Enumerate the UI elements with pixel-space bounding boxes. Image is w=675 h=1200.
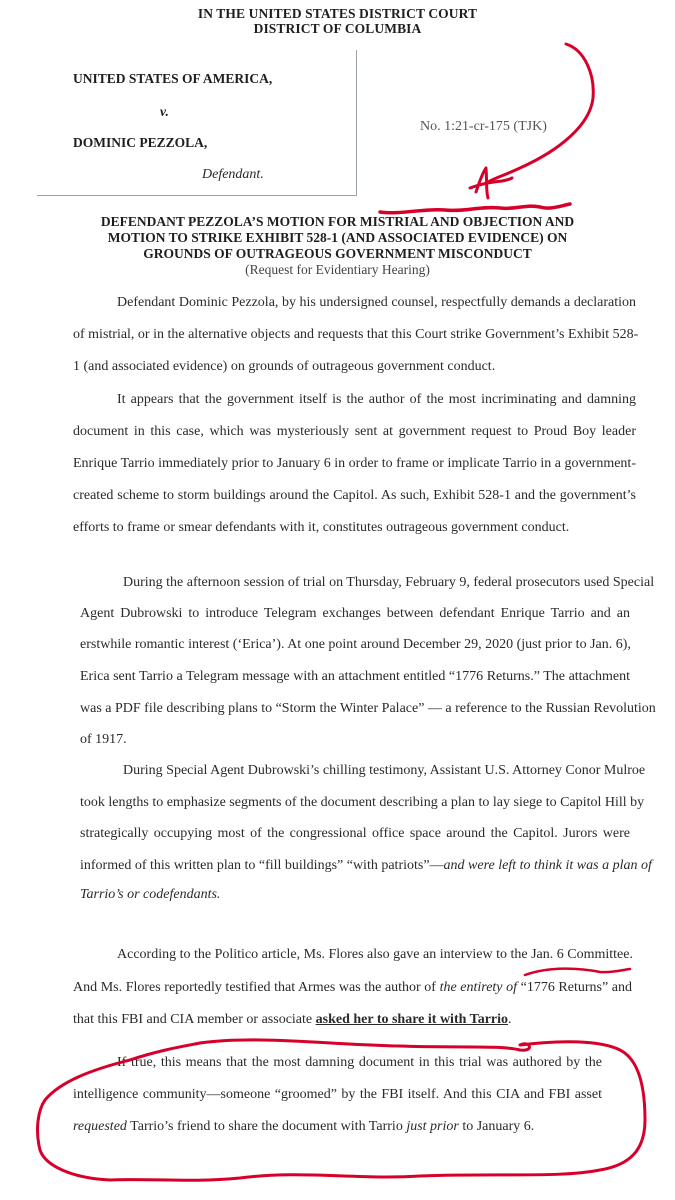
text-segment: Defendant Dominic Pezzola, by his undersigned counsel, respectfully demands a declaration (117, 295, 636, 310)
arrow-curve-annotation (488, 44, 593, 182)
paragraph-line (80, 886, 220, 904)
paragraph-line (73, 487, 636, 505)
text-segment: Tarrio’s friend to share the document with Tarrio (126, 1119, 407, 1134)
motion-title-line: DEFENDANT PEZZOLA’S MOTION FOR MISTRIAL AND OBJECTION AND (100, 214, 575, 229)
italic-text: the entirety of (439, 980, 518, 995)
paragraph-line (80, 700, 656, 718)
paragraph-line (117, 1054, 602, 1072)
text-segment: erstwhile romantic interest (‘Erica’). At one point around December 29, 2020 (just prior to Jan. 6), (80, 637, 631, 652)
text-segment: informed of this written plan to “fill buildings” “with patriots”— (80, 858, 444, 873)
italic-text: just prior (406, 1119, 459, 1134)
text-segment: . (508, 1012, 512, 1027)
paragraph-line (73, 979, 632, 997)
text-segment: It appears that the government itself is the author of the most incriminating and damning (117, 392, 636, 407)
paragraph-line (80, 605, 630, 623)
paragraph-line (80, 636, 630, 654)
paragraph-line (123, 574, 655, 592)
paragraph-line (73, 1118, 534, 1136)
paragraph-line (73, 1011, 512, 1029)
text-segment: 1 (and associated evidence) on grounds of outrageous government conduct. (73, 359, 496, 374)
italic-text: Tarrio’s or codefendants. (80, 887, 221, 902)
defendant-role: Defendant. (202, 167, 264, 182)
paragraph-line (117, 946, 632, 964)
paragraph-line (80, 731, 127, 749)
underline-scribble-annotation (380, 204, 570, 213)
paragraph-line (73, 423, 636, 441)
text-segment: And Ms. Flores reportedly testified that Armes was the author of (73, 980, 440, 995)
paragraph-line (117, 294, 636, 312)
court-district: DISTRICT OF COLUMBIA (253, 21, 422, 36)
text-segment: Erica sent Tarrio a Telegram message with an attachment entitled “1776 Returns.” The attachment (80, 669, 630, 684)
motion-title-line: GROUNDS OF OUTRAGEOUS GOVERNMENT MISCONDUCT (143, 246, 532, 261)
italic-text: requested (73, 1119, 127, 1134)
paragraph-line (80, 825, 630, 843)
text-segment: was a PDF file describing plans to “Storm the Winter Palace” — a reference to the Russian Revolution (80, 701, 656, 716)
paragraph-line (117, 391, 636, 409)
defendant-name: DOMINIC PEZZOLA, (73, 135, 208, 150)
paragraph-line (80, 794, 645, 812)
motion-title-line: MOTION TO STRIKE EXHIBIT 528-1 (AND ASSOCIATED EVIDENCE) ON (107, 230, 568, 245)
text-segment: strategically occupying most of the congressional office space around the Capitol. Jurors were (80, 826, 630, 841)
text-segment: to January 6. (458, 1119, 535, 1134)
emphasized-text: asked her to share it with Tarrio (315, 1012, 509, 1027)
caption-vertical-rule (356, 50, 357, 196)
text-segment: document in this case, which was mysteriously sent at government request to Proud Boy leader (73, 424, 636, 439)
text-segment: intelligence community—someone “groomed” by the FBI itself. And this CIA and FBI asset (73, 1087, 602, 1102)
paragraph-line (80, 668, 630, 686)
court-name: IN THE UNITED STATES DISTRICT COURT (197, 6, 478, 21)
caption-horizontal-rule (37, 195, 357, 196)
arrow-head-annotation (470, 168, 512, 198)
text-segment: Agent Dubrowski to introduce Telegram exchanges between defendant Enrique Tarrio and an (80, 606, 630, 621)
text-segment: According to the Politico article, Ms. Flores also gave an interview to the Jan. 6 Committee. (117, 947, 633, 962)
text-segment: of mistrial, or in the alternative objects and requests that this Court strike Government’s Exhibit 528- (73, 327, 639, 342)
text-segment: During Special Agent Dubrowski’s chilling testimony, Assistant U.S. Attorney Conor Mulroe (123, 763, 646, 778)
underline-committee-annotation (525, 969, 630, 975)
paragraph-line (73, 519, 569, 537)
paragraph-line (73, 326, 639, 344)
text-segment: During the afternoon session of trial on Thursday, February 9, federal prosecutors used Special (123, 575, 655, 590)
versus: v. (160, 104, 169, 119)
italic-text: and were left to think it was a plan of (443, 858, 652, 873)
plaintiff-name: UNITED STATES OF AMERICA, (73, 71, 273, 86)
paragraph-line (80, 857, 652, 875)
text-segment: efforts to frame or smear defendants with it, constitutes outrageous government conduct. (73, 520, 570, 535)
paragraph-line (73, 358, 495, 376)
text-segment: that this FBI and CIA member or associate (73, 1012, 316, 1027)
text-segment: Enrique Tarrio immediately prior to January 6 in order to frame or implicate Tarrio in a government- (73, 456, 636, 471)
text-segment: of 1917. (80, 732, 127, 747)
text-segment: created scheme to storm buildings around the Capitol. As such, Exhibit 528-1 and the government’s (73, 488, 636, 503)
text-segment: took lengths to emphasize segments of the document describing a plan to lay siege to Capitol Hill by (80, 795, 645, 810)
paragraph-line (73, 1086, 602, 1104)
text-segment: If true, this means that the most damning document in this trial was authored by the (117, 1055, 602, 1070)
case-number: No. 1:21-cr-175 (TJK) (420, 119, 547, 134)
motion-subtitle: (Request for Evidentiary Hearing) (245, 262, 430, 277)
text-segment: “1776 Returns” and (517, 980, 633, 995)
paragraph-line (123, 762, 646, 780)
paragraph-line (73, 455, 636, 473)
